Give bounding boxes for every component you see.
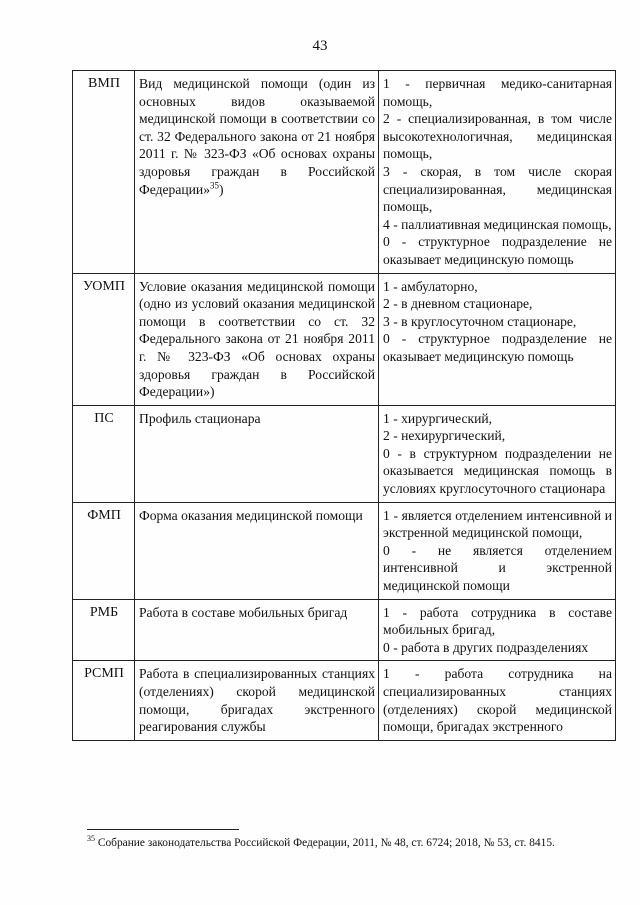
row-values	[379, 405, 616, 502]
row-description	[135, 599, 379, 661]
row-values	[379, 661, 616, 740]
table-row	[73, 405, 616, 502]
footnote-separator	[87, 829, 239, 830]
row-description-text: Профиль стационара	[139, 410, 261, 426]
value-option: 1 - является отделением интенсивной и экстренной медицинской помощи,	[383, 507, 612, 541]
row-code: УОМП	[73, 273, 135, 405]
row-values	[379, 599, 616, 661]
footnote-ref: 35	[210, 180, 219, 191]
page-number: 43	[312, 38, 328, 54]
footnote-text: Собрание законодательства Российской Федерации, 2011, № 48, ст. 6724; 2018, № 53, ст. 8415.	[97, 837, 555, 849]
value-option: 0 - структурное подразделение не оказывает медицинскую помощь	[383, 234, 612, 267]
row-code: РСМП	[73, 661, 135, 740]
row-code: ПС	[73, 405, 135, 502]
row-values	[379, 273, 616, 405]
row-code: ФМП	[73, 502, 135, 599]
footnote	[87, 836, 617, 850]
value-option: 3 - скорая, в том числе скорая специализированная, медицинская помощь,	[383, 163, 612, 215]
row-description-text: Работа в специализированных станциях (отделениях) скорой медицинской помощи, бригадах экстренного реагирования службы	[139, 666, 375, 735]
table-row	[73, 502, 616, 599]
value-option: 1 - работа сотрудника в составе мобильных бригад,	[383, 604, 612, 638]
footnote-number: 35	[87, 834, 95, 844]
value-option: 2 - в дневном стационаре,	[383, 296, 533, 312]
value-option: 0 - не является отделением интенсивной и экстренной медицинской помощи	[383, 542, 612, 594]
row-values	[379, 71, 616, 274]
row-code: ВМП	[73, 71, 135, 274]
row-description	[135, 405, 379, 502]
value-option: 1 - амбулаторно,	[383, 278, 478, 294]
row-description-text: Работа в составе мобильных бригад	[139, 604, 348, 620]
value-option: 0 - работа в других подразделениях	[383, 639, 589, 655]
value-option: 1 - первичная медико-санитарная помощь,	[383, 76, 612, 109]
row-description	[135, 502, 379, 599]
row-description-text: Форма оказания медицинской помощи	[139, 507, 363, 523]
value-option: 4 - паллиативная медицинская помощь,	[383, 216, 612, 232]
value-option: 1 - работа сотрудника на специализированных станциях (отделениях) скорой медицинской помощи, бригадах экстренного	[383, 666, 612, 735]
row-values	[379, 502, 616, 599]
row-code: РМБ	[73, 599, 135, 661]
value-option: 0 - в структурном подразделении не оказывается медицинская помощь в условиях круглосуточного стационара	[383, 445, 612, 497]
row-description-text: Вид медицинской помощи (один из основных видов оказываемой медицинской помощи в соответствии со ст. 32 Федерального закона от 21 ноября 2011 г. № 323-ФЗ «Об основах охраны здоровья граждан в Российской Федерации»	[139, 76, 375, 197]
value-option: 3 - в круглосуточном стационаре,	[383, 313, 577, 329]
value-option: 2 - нехирургический,	[383, 428, 506, 444]
value-option: 0 - структурное подразделение не оказывает медицинскую помощь	[383, 331, 612, 364]
classifier-table	[72, 70, 616, 741]
value-option: 1 - хирургический,	[383, 410, 493, 426]
table-row	[73, 661, 616, 740]
table-row	[73, 71, 616, 274]
table-row	[73, 273, 616, 405]
row-description	[135, 71, 379, 274]
row-description	[135, 661, 379, 740]
row-description-tail: )	[219, 181, 224, 197]
row-description	[135, 273, 379, 405]
row-description-text: Условие оказания медицинской помощи (одно из условий оказания медицинской помощи в соответствии со ст. 32 Федерального закона от 21 ноября 2011 г. № 323-ФЗ «Об основах охраны здоровья граждан в Российской Федерации»)	[139, 278, 375, 400]
table-row	[73, 599, 616, 661]
value-option: 2 - специализированная, в том числе высокотехнологичная, медицинская помощь,	[383, 111, 612, 162]
